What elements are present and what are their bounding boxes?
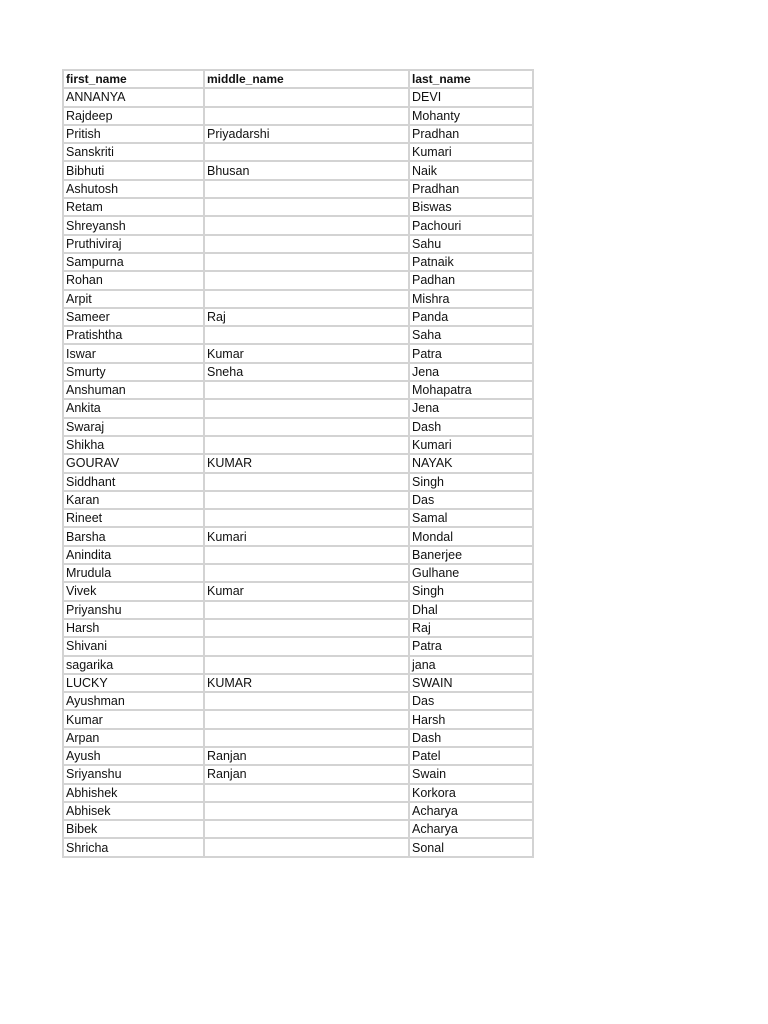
- header-last-name: last_name: [409, 70, 533, 88]
- last-name-cell: Raj: [409, 619, 533, 637]
- middle-name-cell: [204, 326, 409, 344]
- last-name-cell: Jena: [409, 399, 533, 417]
- header-middle-name: middle_name: [204, 70, 409, 88]
- table-row: [63, 710, 533, 728]
- header-row: [63, 70, 533, 88]
- table-row: [63, 546, 533, 564]
- last-name-cell: DEVI: [409, 88, 533, 106]
- last-name-cell: Patnaik: [409, 253, 533, 271]
- first-name-cell: Swaraj: [63, 418, 204, 436]
- first-name-cell: Ayushman: [63, 692, 204, 710]
- last-name-cell: Singh: [409, 473, 533, 491]
- last-name-cell: Samal: [409, 509, 533, 527]
- first-name-cell: Rajdeep: [63, 107, 204, 125]
- table-row: [63, 564, 533, 582]
- last-name-cell: Sonal: [409, 838, 533, 856]
- middle-name-cell: [204, 820, 409, 838]
- last-name-cell: Saha: [409, 326, 533, 344]
- last-name-cell: Patra: [409, 637, 533, 655]
- last-name-cell: Swain: [409, 765, 533, 783]
- table-row: [63, 161, 533, 179]
- middle-name-cell: Ranjan: [204, 765, 409, 783]
- table-row: [63, 820, 533, 838]
- first-name-cell: Shreyansh: [63, 216, 204, 234]
- middle-name-cell: [204, 143, 409, 161]
- table-row: [63, 143, 533, 161]
- middle-name-cell: [204, 216, 409, 234]
- middle-name-cell: Priyadarshi: [204, 125, 409, 143]
- middle-name-cell: Sneha: [204, 363, 409, 381]
- table-row: [63, 601, 533, 619]
- middle-name-cell: [204, 656, 409, 674]
- last-name-cell: Singh: [409, 582, 533, 600]
- table-row: [63, 802, 533, 820]
- last-name-cell: Biswas: [409, 198, 533, 216]
- middle-name-cell: [204, 399, 409, 417]
- middle-name-cell: KUMAR: [204, 454, 409, 472]
- middle-name-cell: [204, 253, 409, 271]
- first-name-cell: Mrudula: [63, 564, 204, 582]
- table-row: [63, 509, 533, 527]
- middle-name-cell: Kumari: [204, 527, 409, 545]
- last-name-cell: Dash: [409, 418, 533, 436]
- table-body: [63, 88, 533, 856]
- table-row: [63, 363, 533, 381]
- table-row: [63, 418, 533, 436]
- first-name-cell: Kumar: [63, 710, 204, 728]
- table-row: [63, 308, 533, 326]
- middle-name-cell: [204, 784, 409, 802]
- middle-name-cell: KUMAR: [204, 674, 409, 692]
- middle-name-cell: [204, 564, 409, 582]
- table-row: [63, 656, 533, 674]
- table-row: [63, 491, 533, 509]
- first-name-cell: Ayush: [63, 747, 204, 765]
- middle-name-cell: Raj: [204, 308, 409, 326]
- table-row: [63, 838, 533, 856]
- middle-name-cell: [204, 619, 409, 637]
- last-name-cell: Acharya: [409, 820, 533, 838]
- last-name-cell: Das: [409, 491, 533, 509]
- last-name-cell: Sahu: [409, 235, 533, 253]
- first-name-cell: Ankita: [63, 399, 204, 417]
- middle-name-cell: [204, 838, 409, 856]
- middle-name-cell: Bhusan: [204, 161, 409, 179]
- last-name-cell: Mohanty: [409, 107, 533, 125]
- middle-name-cell: [204, 802, 409, 820]
- last-name-cell: Pradhan: [409, 125, 533, 143]
- first-name-cell: ANNANYA: [63, 88, 204, 106]
- last-name-cell: Mohapatra: [409, 381, 533, 399]
- first-name-cell: Priyanshu: [63, 601, 204, 619]
- first-name-cell: Shivani: [63, 637, 204, 655]
- table-row: [63, 198, 533, 216]
- table-row: [63, 290, 533, 308]
- table-row: [63, 582, 533, 600]
- table-row: [63, 454, 533, 472]
- last-name-cell: Mondal: [409, 527, 533, 545]
- table-row: [63, 674, 533, 692]
- first-name-cell: Bibek: [63, 820, 204, 838]
- first-name-cell: Pratishtha: [63, 326, 204, 344]
- last-name-cell: Kumari: [409, 143, 533, 161]
- table-row: [63, 381, 533, 399]
- last-name-cell: Patra: [409, 344, 533, 362]
- middle-name-cell: [204, 180, 409, 198]
- middle-name-cell: [204, 692, 409, 710]
- last-name-cell: Acharya: [409, 802, 533, 820]
- middle-name-cell: [204, 729, 409, 747]
- first-name-cell: Iswar: [63, 344, 204, 362]
- last-name-cell: Gulhane: [409, 564, 533, 582]
- table-row: [63, 399, 533, 417]
- middle-name-cell: [204, 107, 409, 125]
- middle-name-cell: [204, 88, 409, 106]
- middle-name-cell: Kumar: [204, 582, 409, 600]
- table-row: [63, 326, 533, 344]
- middle-name-cell: [204, 418, 409, 436]
- header-first-name: first_name: [63, 70, 204, 88]
- middle-name-cell: [204, 509, 409, 527]
- middle-name-cell: [204, 710, 409, 728]
- first-name-cell: Sameer: [63, 308, 204, 326]
- table-row: [63, 473, 533, 491]
- table-row: [63, 729, 533, 747]
- first-name-cell: Sanskriti: [63, 143, 204, 161]
- table-row: [63, 216, 533, 234]
- last-name-cell: jana: [409, 656, 533, 674]
- middle-name-cell: [204, 491, 409, 509]
- middle-name-cell: [204, 271, 409, 289]
- last-name-cell: Naik: [409, 161, 533, 179]
- table-row: [63, 107, 533, 125]
- first-name-cell: Bibhuti: [63, 161, 204, 179]
- first-name-cell: Shricha: [63, 838, 204, 856]
- middle-name-cell: Kumar: [204, 344, 409, 362]
- first-name-cell: Ashutosh: [63, 180, 204, 198]
- last-name-cell: Mishra: [409, 290, 533, 308]
- last-name-cell: NAYAK: [409, 454, 533, 472]
- first-name-cell: sagarika: [63, 656, 204, 674]
- names-table: [62, 69, 534, 858]
- last-name-cell: Panda: [409, 308, 533, 326]
- middle-name-cell: [204, 546, 409, 564]
- last-name-cell: Das: [409, 692, 533, 710]
- first-name-cell: Pritish: [63, 125, 204, 143]
- last-name-cell: Pradhan: [409, 180, 533, 198]
- middle-name-cell: [204, 381, 409, 399]
- first-name-cell: Retam: [63, 198, 204, 216]
- table-row: [63, 436, 533, 454]
- last-name-cell: Pachouri: [409, 216, 533, 234]
- middle-name-cell: [204, 436, 409, 454]
- last-name-cell: Dhal: [409, 601, 533, 619]
- first-name-cell: Arpit: [63, 290, 204, 308]
- middle-name-cell: [204, 290, 409, 308]
- table-row: [63, 637, 533, 655]
- table-row: [63, 619, 533, 637]
- first-name-cell: Arpan: [63, 729, 204, 747]
- last-name-cell: Harsh: [409, 710, 533, 728]
- first-name-cell: Karan: [63, 491, 204, 509]
- first-name-cell: Sriyanshu: [63, 765, 204, 783]
- middle-name-cell: [204, 235, 409, 253]
- first-name-cell: GOURAV: [63, 454, 204, 472]
- table-row: [63, 784, 533, 802]
- first-name-cell: Abhisek: [63, 802, 204, 820]
- last-name-cell: Jena: [409, 363, 533, 381]
- table-row: [63, 235, 533, 253]
- table-row: [63, 180, 533, 198]
- first-name-cell: Abhishek: [63, 784, 204, 802]
- first-name-cell: LUCKY: [63, 674, 204, 692]
- table-row: [63, 344, 533, 362]
- table-row: [63, 253, 533, 271]
- middle-name-cell: [204, 198, 409, 216]
- first-name-cell: Harsh: [63, 619, 204, 637]
- last-name-cell: Dash: [409, 729, 533, 747]
- first-name-cell: Shikha: [63, 436, 204, 454]
- middle-name-cell: [204, 601, 409, 619]
- table-row: [63, 527, 533, 545]
- last-name-cell: Patel: [409, 747, 533, 765]
- table-row: [63, 747, 533, 765]
- last-name-cell: Padhan: [409, 271, 533, 289]
- first-name-cell: Rineet: [63, 509, 204, 527]
- last-name-cell: Kumari: [409, 436, 533, 454]
- first-name-cell: Smurty: [63, 363, 204, 381]
- first-name-cell: Rohan: [63, 271, 204, 289]
- table-row: [63, 271, 533, 289]
- last-name-cell: SWAIN: [409, 674, 533, 692]
- table-row: [63, 125, 533, 143]
- middle-name-cell: Ranjan: [204, 747, 409, 765]
- table-row: [63, 692, 533, 710]
- last-name-cell: Banerjee: [409, 546, 533, 564]
- middle-name-cell: [204, 473, 409, 491]
- first-name-cell: Barsha: [63, 527, 204, 545]
- first-name-cell: Sampurna: [63, 253, 204, 271]
- table-row: [63, 765, 533, 783]
- first-name-cell: Vivek: [63, 582, 204, 600]
- first-name-cell: Anindita: [63, 546, 204, 564]
- last-name-cell: Korkora: [409, 784, 533, 802]
- middle-name-cell: [204, 637, 409, 655]
- table-row: [63, 88, 533, 106]
- first-name-cell: Pruthiviraj: [63, 235, 204, 253]
- first-name-cell: Anshuman: [63, 381, 204, 399]
- first-name-cell: Siddhant: [63, 473, 204, 491]
